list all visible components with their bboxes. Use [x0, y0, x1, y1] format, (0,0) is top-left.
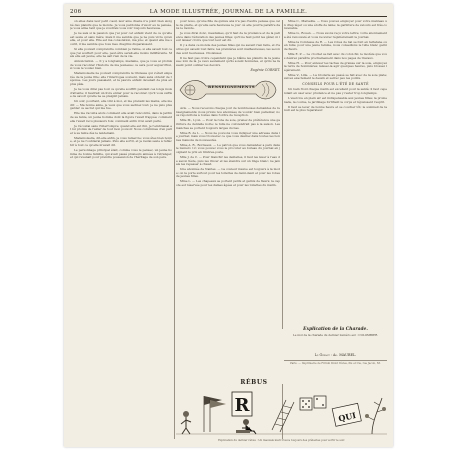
- paragraph: Mlle M., Lyon. — Pour la robe de soie, prenez de préférence une garniture de dentelle noire; le tulle ne conviendrait pas à la saison. Les manches se portent toujours larges du bas.: [176, 118, 280, 130]
- paragraph: on elles dans leur petit cœur, leur ame chaste n'a point bien éloigné des plaisirs que le monde. Je vous pardonne d'avoir eu la pensée, je vous aime tant que je voudrais vous voir toujours heureuse.: [70, 20, 172, 31]
- page-number: 206: [70, 8, 82, 15]
- paragraph: Mme L. — Les chapeaux se portent petits et garnis de fleurs; la capote est réservée pour les dames âgées et pour les toilettes du matin.: [176, 179, 280, 187]
- newspaper-page: [64, 4, 393, 447]
- paragraph: Mme B. de L. — Nous ne pouvons vous indiquer une adresse dans le journal; mais vous trouverez ce que vous désirez dans toutes les bonnes maisons de nouveautés.: [176, 130, 280, 142]
- rebus-illustration: [176, 386, 387, 438]
- rebus-dice: [300, 396, 326, 410]
- rebus-ladder: [272, 400, 294, 432]
- column-rule-2: [282, 20, 283, 329]
- explanation-title: Explication de la Charade.: [303, 327, 368, 332]
- paragraph: Mlle E. P. — Le crochet se fait avec du coton fin; le modèle que vous désirez paraîtra prochainement dans nos pages de travaux.: [284, 51, 387, 60]
- paragraph: Je ne sais si la passion que j'ai pour cet enfant vient de ce qu'elle est seule et sans mère; mais il me semble que je ne puis vivre qu'en elle, et pour elle. Elle est ma consolation, ma joie; et quand elle me sourit, il me semble que tous mes chagrins disparaissent.: [70, 31, 172, 46]
- paragraph: Mme A. R., Bordeaux. — Le patron que vous demandez a paru dans le numéro 12; vous pouvez vous le procurer au bureau du journal en joignant le prix en timbres-poste.: [176, 142, 280, 154]
- paragraph: Il y a dans ce monde des jeunes filles qui ne savent rien faire, et d'autres qui savent tout faire; les premières sont malheureuses, les secondes sont heureuses. Choisissez.: [176, 43, 280, 55]
- rebus-card-text: QUI: [337, 410, 357, 424]
- paragraph: Un soir, pourtant, elle vint à moi, et me prenant les mains, elle me dit: — Ma bonne amie, je veux que vous sachiez tout; je ne puis plus garder ce secret qui me tue.: [70, 99, 172, 111]
- paragraph: Je ne vous dirai pas tout ce qu'elle souffrit pendant ces longs mois d'attente; il faudrait un livre entier pour le raconter. Qu'il vous suffise de savoir qu'elle ne se plaignit jamais.: [70, 87, 172, 99]
- gerant-line: Le Gérant : Ad. MAUBEL.: [314, 353, 357, 357]
- banner-ornament: [176, 74, 280, 104]
- author-signature: Eugénie CORNET.: [250, 67, 280, 72]
- paragraph: Il faut se lever de bonne heure et se coucher tôt; le sommeil de la nuit est le plus réparateur.: [284, 104, 387, 113]
- paragraph: Je l'écoutai sans l'interrompre; quand elle eut fini, je l'embrassai et lui promis de l'aider de tout mon pouvoir. Nous convînmes d'en parler à sa tante dès le lendemain.: [70, 123, 172, 135]
- paragraph: Mme G., Rouen. — Nous avons reçu votre lettre; votre abonnement a été renouvelé et vous recevrez régulièrement le journal.: [284, 31, 387, 39]
- paragraph: pour nous, qu'une fille de quinze ans n'a pas d'autre pensée que celle de plaire, et qu'elle sera heureuse le jour où elle pourra paraître dans le monde.: [176, 20, 280, 31]
- text-column-3: [284, 20, 387, 325]
- rebus-flags: [204, 396, 226, 432]
- paragraph: Mme la Comtesse de R. — Les robes de bal se font en tarlatane ou en tulle; pour une jeune femme, nous conseillons le tulle blanc garni de fleurs.: [284, 39, 387, 51]
- paragraph: Mlle J. de C. — Pour blanchir les dentelles, il faut les laver à l'eau de savon tiède, puis les rincer et les étendre sur un linge blanc; ne jamais les repasser à chaud.: [176, 154, 280, 167]
- journal-title: LA MODE ILLUSTRÉE, JOURNAL DE LA FAMILLE.: [149, 8, 308, 15]
- paragraph: Mme C., Marseille. — Vous pouvez employer pour votre manteau un drap léger ou une étoffe de laine; la garniture de velours est très-convenable.: [284, 20, 387, 31]
- page-header: [70, 7, 387, 17]
- printer-line: Paris. — Imprimerie de Firmin Didot frères, fils et Cie, rue Jacob, 56.: [284, 360, 387, 365]
- svg-text:R: R: [234, 395, 250, 416]
- rebus-title: RÉBUS: [240, 379, 268, 386]
- banner-label: RENSEIGNEMENTS: [208, 84, 255, 90]
- charade-explanation: [284, 327, 387, 351]
- paragraph: L'exercice en plein air est indispensable aux jeunes filles; la promenade, la course, le jardinage fortifient le corps et réjouissent l'esprit.: [284, 96, 387, 104]
- rebus-figure-left: [181, 411, 191, 434]
- paragraph: Mademoiselle, dit-elle enfin, je vous remercie; vous êtes bien bonne, et je ne l'oublierai jamais. Puis elle sortit, et je restai seule à réfléchir à tout ce qu'elle m'avait dit.: [70, 135, 172, 147]
- section-title: CONSEILS POUR L'ÉTÉ DE SANTÉ: [302, 81, 369, 86]
- rebus-letter-r: [232, 392, 252, 416]
- paragraph: Mme H. — Pour enlever les taches de graisse sur la soie, employez la terre de Sommières; laissez-la agir quelques heures, puis brossez légèrement.: [284, 60, 387, 72]
- rebus-branch: [365, 398, 386, 434]
- paragraph: Avis. — Nous recevons chaque jour de nombreuses demandes de renseignements; nous prions nos abonnées de vouloir bien patienter, nous répondrons à toutes dans l'ordre de réception.: [176, 106, 280, 118]
- paragraph: Elle me raconta alors comment elle avait rencontré, dans le jardin de sa tante, un jeune homme dont la figure l'avait frappée; comment elle l'avait revu plusieurs fois; comment enfin il lui avait parlé.: [70, 111, 172, 123]
- paragraph: Annonciation. — Il y a longtemps, madame, que je vous ai promis de vous raconter l'histoire de ma jeunesse; ce sera pour aujourd'hui, si vous le voulez bien.: [70, 59, 172, 71]
- rebus-caption: Explication du dernier rébus : Un mauvais mari trouve toujours des prétextes pour sortir le soir.: [218, 439, 345, 442]
- paragraph: Mme V., Lille. — La broderie au passé se fait avec de la soie plate; suivez exactement le dessin et serrez peu les points.: [284, 72, 387, 81]
- paragraph: Mademoiselle ne pouvait comprendre la tristesse qui s'était emparée de la jeune fille; elle l'interrogea souvent, mais sans obtenir de réponse. Les jours passaient, et la pauvre enfant devenait de plus en plus pâle.: [70, 71, 172, 87]
- paragraph: Le personnage principal était, comme vous le pensez, un jeune homme de bonne famille, qui avait passé plusieurs années à l'étranger, et qui revenait pour prendre possession de l'héritage de son père.: [70, 147, 172, 160]
- column-rule-1: [174, 20, 175, 439]
- rebus-seated-man: [236, 419, 256, 434]
- paragraph: Un bain froid chaque matin est excellent pour la santé; il faut cependant en user avec prudence et ne pas y rester trop longtemps.: [284, 87, 387, 96]
- paragraph: Une abonnée de Nantes. — La couleur mauve est toujours à la mode; on la porte surtout pour les toilettes de demi-deuil et pour les robes de jeunes filles.: [176, 167, 280, 179]
- paragraph: Il ne faut pas croire cependant que je blâme les plaisirs de la jeunesse; loin de là. Je veux seulement qu'ils soient honnêtes, et qu'ils ne fassent point oublier les devoirs.: [176, 55, 280, 67]
- explanation-text: Le mot de la charade du dernier numéro est : COLOMBIER.: [292, 333, 379, 337]
- paragraph: Si elle pouvait comprendre combien je l'aime, si elle savait tout ce que j'ai souffert pour elle, peut-être serait-elle moins indifférente. Mais elle est jeune, elle ne sait rien de la vie.: [70, 46, 172, 59]
- paragraph: Je vous dirai donc, mesdames, qu'il faut de la prudence et de la patience dans l'éducation des jeunes filles; qu'il ne faut point les gâter, ni leur laisser croire que tout leur est dû.: [176, 31, 280, 43]
- renseignements-banner: [176, 74, 280, 104]
- text-column-1: [70, 20, 172, 439]
- text-column-2: [176, 20, 280, 365]
